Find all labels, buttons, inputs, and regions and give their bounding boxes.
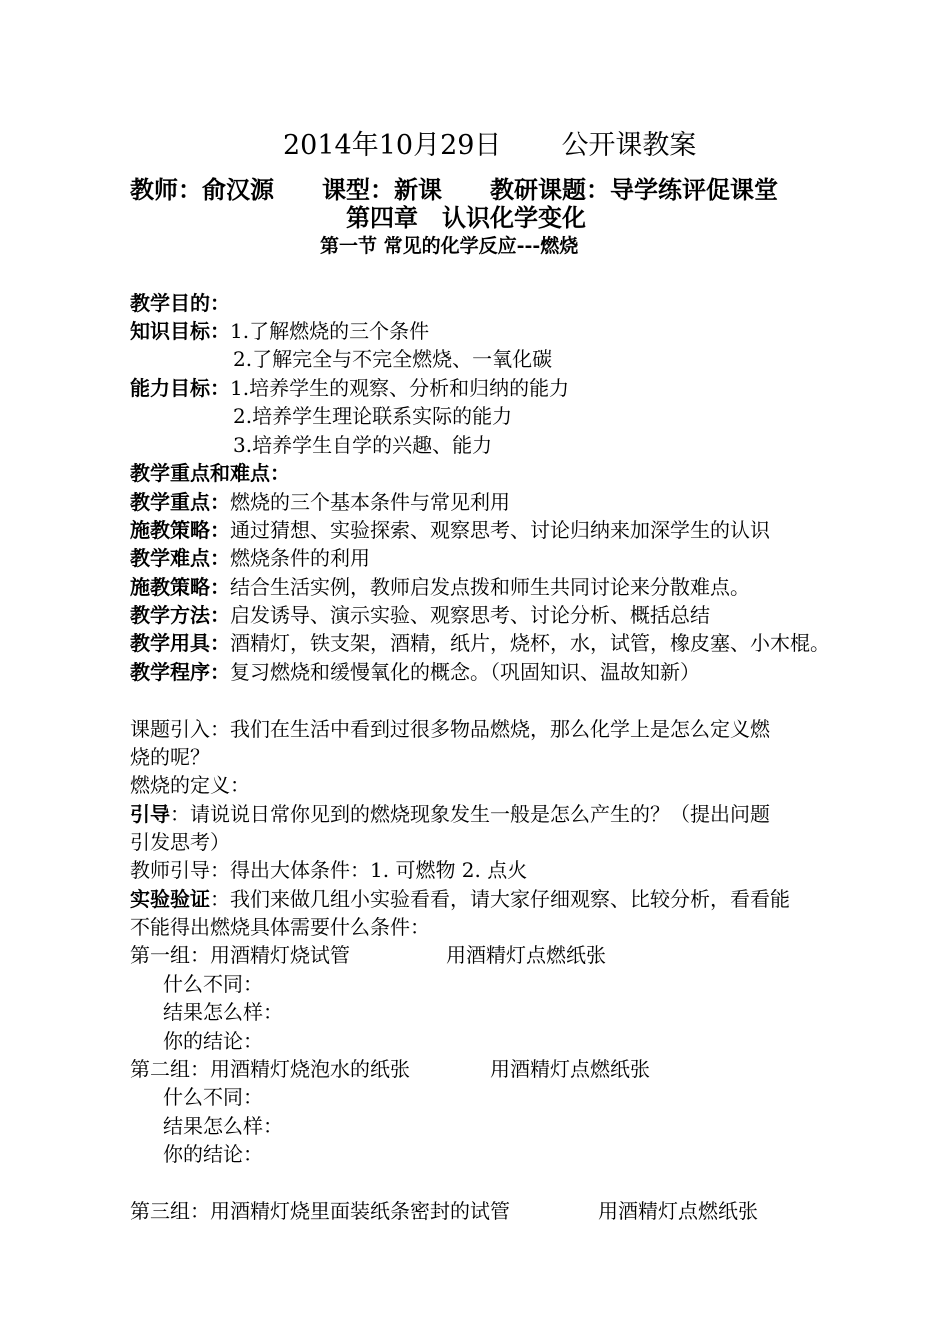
group-1-left: 第一组：用酒精灯烧试管	[130, 943, 350, 967]
ability-label: 能力目标：	[130, 376, 230, 400]
ability-item-2: 2.培养学生理论联系实际的能力	[233, 404, 513, 428]
section-title: 第一节 常见的化学反应---燃烧	[320, 235, 579, 257]
course-type: 课型：新课	[322, 175, 442, 204]
method-text: 启发诱导、演示实验、观察思考、讨论分析、概括总结	[230, 603, 710, 627]
procedure-text: 复习燃烧和缓慢氧化的概念。（巩固知识、温故知新）	[230, 660, 700, 684]
strategy-text-2: 结合生活实例，教师启发点拨和师生共同讨论来分散难点。	[230, 575, 750, 599]
lesson-type: 公开课教案	[561, 130, 697, 161]
focus-line	[130, 490, 510, 514]
guide-line-1	[130, 802, 770, 826]
tools-text: 酒精灯，铁支架，酒精，纸片，烧杯，水，试管，橡皮塞、小木棍。	[230, 631, 830, 655]
ability-goal-1	[130, 376, 569, 400]
experiment-text-1: ：我们来做几组小实验看看，请大家仔细观察、比较分析，看看能	[210, 887, 790, 911]
group-2-left: 第二组：用酒精灯烧泡水的纸张	[130, 1057, 410, 1081]
knowledge-goal-1	[130, 319, 429, 343]
group-1-line	[130, 943, 350, 967]
focus-label: 教学重点：	[130, 490, 230, 514]
group-2-right: 用酒精灯点燃纸张	[490, 1057, 650, 1081]
chapter-title: 第四章 认识化学变化	[346, 203, 586, 232]
lesson-date: 2014年10月29日	[283, 130, 502, 161]
meta-line	[130, 176, 778, 204]
group-2-question-diff: 什么不同：	[163, 1085, 263, 1109]
group-2-question-result: 结果怎么样：	[163, 1114, 283, 1138]
research-topic: 教研课题：导学练评促课堂	[490, 175, 778, 204]
group-1-right: 用酒精灯点燃纸张	[446, 943, 606, 967]
strategy-label-2: 施教策略：	[130, 575, 230, 599]
method-label: 教学方法：	[130, 603, 230, 627]
experiment-line-1	[130, 887, 790, 911]
group-1-question-conclusion: 你的结论：	[163, 1029, 263, 1053]
ability-item-3: 3.培养学生自学的兴趣、能力	[233, 433, 493, 457]
experiment-line-2: 不能得出燃烧具体需要什么条件：	[130, 915, 430, 939]
intro-line-2: 烧的呢？	[130, 745, 210, 769]
key-heading: 教学重点和难点：	[130, 461, 290, 485]
difficulty-line	[130, 546, 370, 570]
difficulty-text: 燃烧条件的利用	[230, 546, 370, 570]
group-1-question-result: 结果怎么样：	[163, 1000, 283, 1024]
ability-item-1: 1.培养学生的观察、分析和归纳的能力	[230, 376, 570, 400]
title-line	[283, 130, 696, 162]
guide-label: 引导	[130, 802, 170, 826]
method-line	[130, 603, 710, 627]
strategy-line-2	[130, 575, 750, 599]
intro-line-1: 课题引入：我们在生活中看到过很多物品燃烧，那么化学上是怎么定义燃	[130, 717, 770, 741]
objectives-heading: 教学目的：	[130, 291, 230, 315]
guide-line-2: 引发思考）	[130, 830, 230, 854]
teacher-guide-line: 教师引导：得出大体条件：1. 可燃物 2. 点火	[130, 858, 528, 882]
procedure-label: 教学程序：	[130, 660, 230, 684]
group-1-question-diff: 什么不同：	[163, 972, 263, 996]
procedure-line	[130, 660, 700, 684]
strategy-label-1: 施教策略：	[130, 518, 230, 542]
definition-line: 燃烧的定义：	[130, 773, 250, 797]
difficulty-label: 教学难点：	[130, 546, 230, 570]
knowledge-label: 知识目标：	[130, 319, 230, 343]
teacher-name: 教师：俞汉源	[130, 175, 274, 204]
focus-text: 燃烧的三个基本条件与常见利用	[230, 490, 510, 514]
group-3-left: 第三组：用酒精灯烧里面装纸条密封的试管	[130, 1199, 510, 1223]
strategy-text-1: 通过猜想、实验探索、观察思考、讨论归纳来加深学生的认识	[230, 518, 770, 542]
group-2-question-conclusion: 你的结论：	[163, 1142, 263, 1166]
tools-line	[130, 631, 830, 655]
guide-text-1: ：请说说日常你见到的燃烧现象发生一般是怎么产生的？（提出问题	[170, 802, 770, 826]
group-3-right: 用酒精灯点燃纸张	[598, 1199, 758, 1223]
strategy-line-1	[130, 518, 770, 542]
knowledge-item-2: 2.了解完全与不完全燃烧、一氧化碳	[233, 347, 553, 371]
knowledge-item-1: 1.了解燃烧的三个条件	[230, 319, 430, 343]
tools-label: 教学用具：	[130, 631, 230, 655]
experiment-label: 实验验证	[130, 887, 210, 911]
